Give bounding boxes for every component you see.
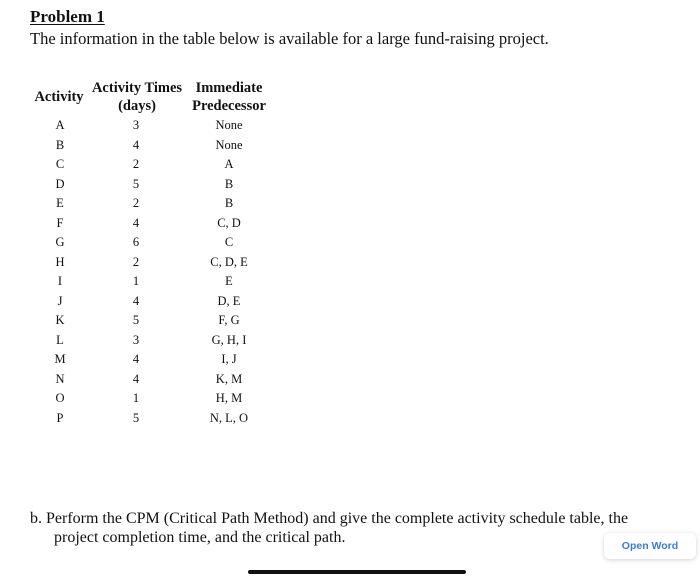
time-cell: 4 — [132, 371, 140, 386]
header-pred-line1: Immediate — [195, 80, 263, 96]
predecessor-cell: None — [215, 118, 243, 132]
time-cell: 3 — [132, 118, 140, 132]
activity-cell: K — [55, 313, 65, 327]
activity-cell: C — [55, 157, 65, 171]
table-row — [0, 272, 700, 292]
table-body — [0, 116, 700, 428]
time-cell: 1 — [132, 391, 140, 405]
home-indicator[interactable] — [248, 570, 466, 574]
activity-cell: D — [55, 176, 65, 191]
problem-title: Problem 1 — [30, 7, 105, 26]
table-row — [0, 233, 700, 253]
header-times-line2: (days) — [118, 98, 156, 114]
open-word-button[interactable]: Open Word — [604, 533, 696, 559]
predecessor-cell: B — [224, 176, 234, 191]
table-row — [0, 253, 700, 273]
predecessor-cell: B — [224, 196, 234, 210]
table-row — [0, 116, 700, 136]
time-cell: 2 — [132, 254, 140, 269]
time-cell: 2 — [132, 157, 140, 171]
header-times-line1: Activity Times — [91, 80, 183, 96]
table-row — [0, 409, 700, 429]
table-row — [0, 350, 700, 370]
table-row — [0, 292, 700, 312]
question-line-1: b. Perform the CPM (Critical Path Method) and give the complete activity schedule table, the — [30, 510, 629, 527]
activity-cell: A — [55, 118, 65, 132]
time-cell: 4 — [132, 352, 140, 366]
predecessor-cell: K, M — [215, 371, 243, 386]
predecessor-cell: E — [225, 274, 233, 288]
time-cell: 5 — [132, 176, 140, 191]
time-cell: 1 — [132, 274, 140, 288]
predecessor-cell: N, L, O — [209, 410, 249, 425]
activity-cell: M — [54, 352, 66, 366]
time-cell: 4 — [132, 137, 140, 152]
activity-cell: E — [56, 196, 64, 210]
header-activity-times — [86, 79, 188, 115]
question-line-2: project completion time, and the critical path. — [54, 529, 346, 546]
table-row — [0, 389, 700, 409]
time-cell: 4 — [132, 215, 140, 230]
activity-cell: O — [55, 391, 65, 405]
predecessor-cell: H, M — [215, 391, 243, 405]
activity-cell: H — [55, 254, 65, 269]
header-immediate-predecessor — [186, 79, 272, 115]
predecessor-cell: G, H, I — [211, 332, 247, 347]
header-activity: Activity — [34, 89, 84, 105]
predecessor-cell: None — [215, 137, 243, 152]
predecessor-cell: F, G — [218, 313, 240, 327]
activity-cell: G — [55, 235, 65, 249]
problem-intro: The information in the table below is available for a large fund-raising project. — [30, 29, 549, 48]
time-cell: 5 — [132, 410, 140, 425]
predecessor-cell: I, J — [221, 352, 237, 366]
table-row — [0, 331, 700, 351]
table-row — [0, 311, 700, 331]
activity-cell: P — [56, 410, 64, 425]
table-row — [0, 194, 700, 214]
predecessor-cell: C, D — [217, 215, 241, 230]
time-cell: 5 — [132, 313, 140, 327]
predecessor-cell: D, E — [217, 293, 241, 308]
predecessor-cell: A — [224, 157, 234, 171]
time-cell: 6 — [132, 235, 140, 249]
time-cell: 2 — [132, 196, 140, 210]
table-row — [0, 214, 700, 234]
question-b — [30, 509, 690, 547]
table-row — [0, 370, 700, 390]
time-cell: 3 — [132, 332, 140, 347]
activity-cell: F — [56, 215, 64, 230]
time-cell: 4 — [132, 293, 140, 308]
header-pred-line2: Predecessor — [192, 98, 266, 114]
activity-cell: B — [55, 137, 65, 152]
table-row — [0, 175, 700, 195]
activity-cell: I — [57, 274, 63, 288]
activity-cell: L — [56, 332, 64, 347]
activity-cell: J — [57, 293, 63, 308]
predecessor-cell: C, D, E — [210, 254, 248, 269]
activity-cell: N — [55, 371, 65, 386]
table-row — [0, 155, 700, 175]
table-row — [0, 136, 700, 156]
predecessor-cell: C — [224, 235, 234, 249]
